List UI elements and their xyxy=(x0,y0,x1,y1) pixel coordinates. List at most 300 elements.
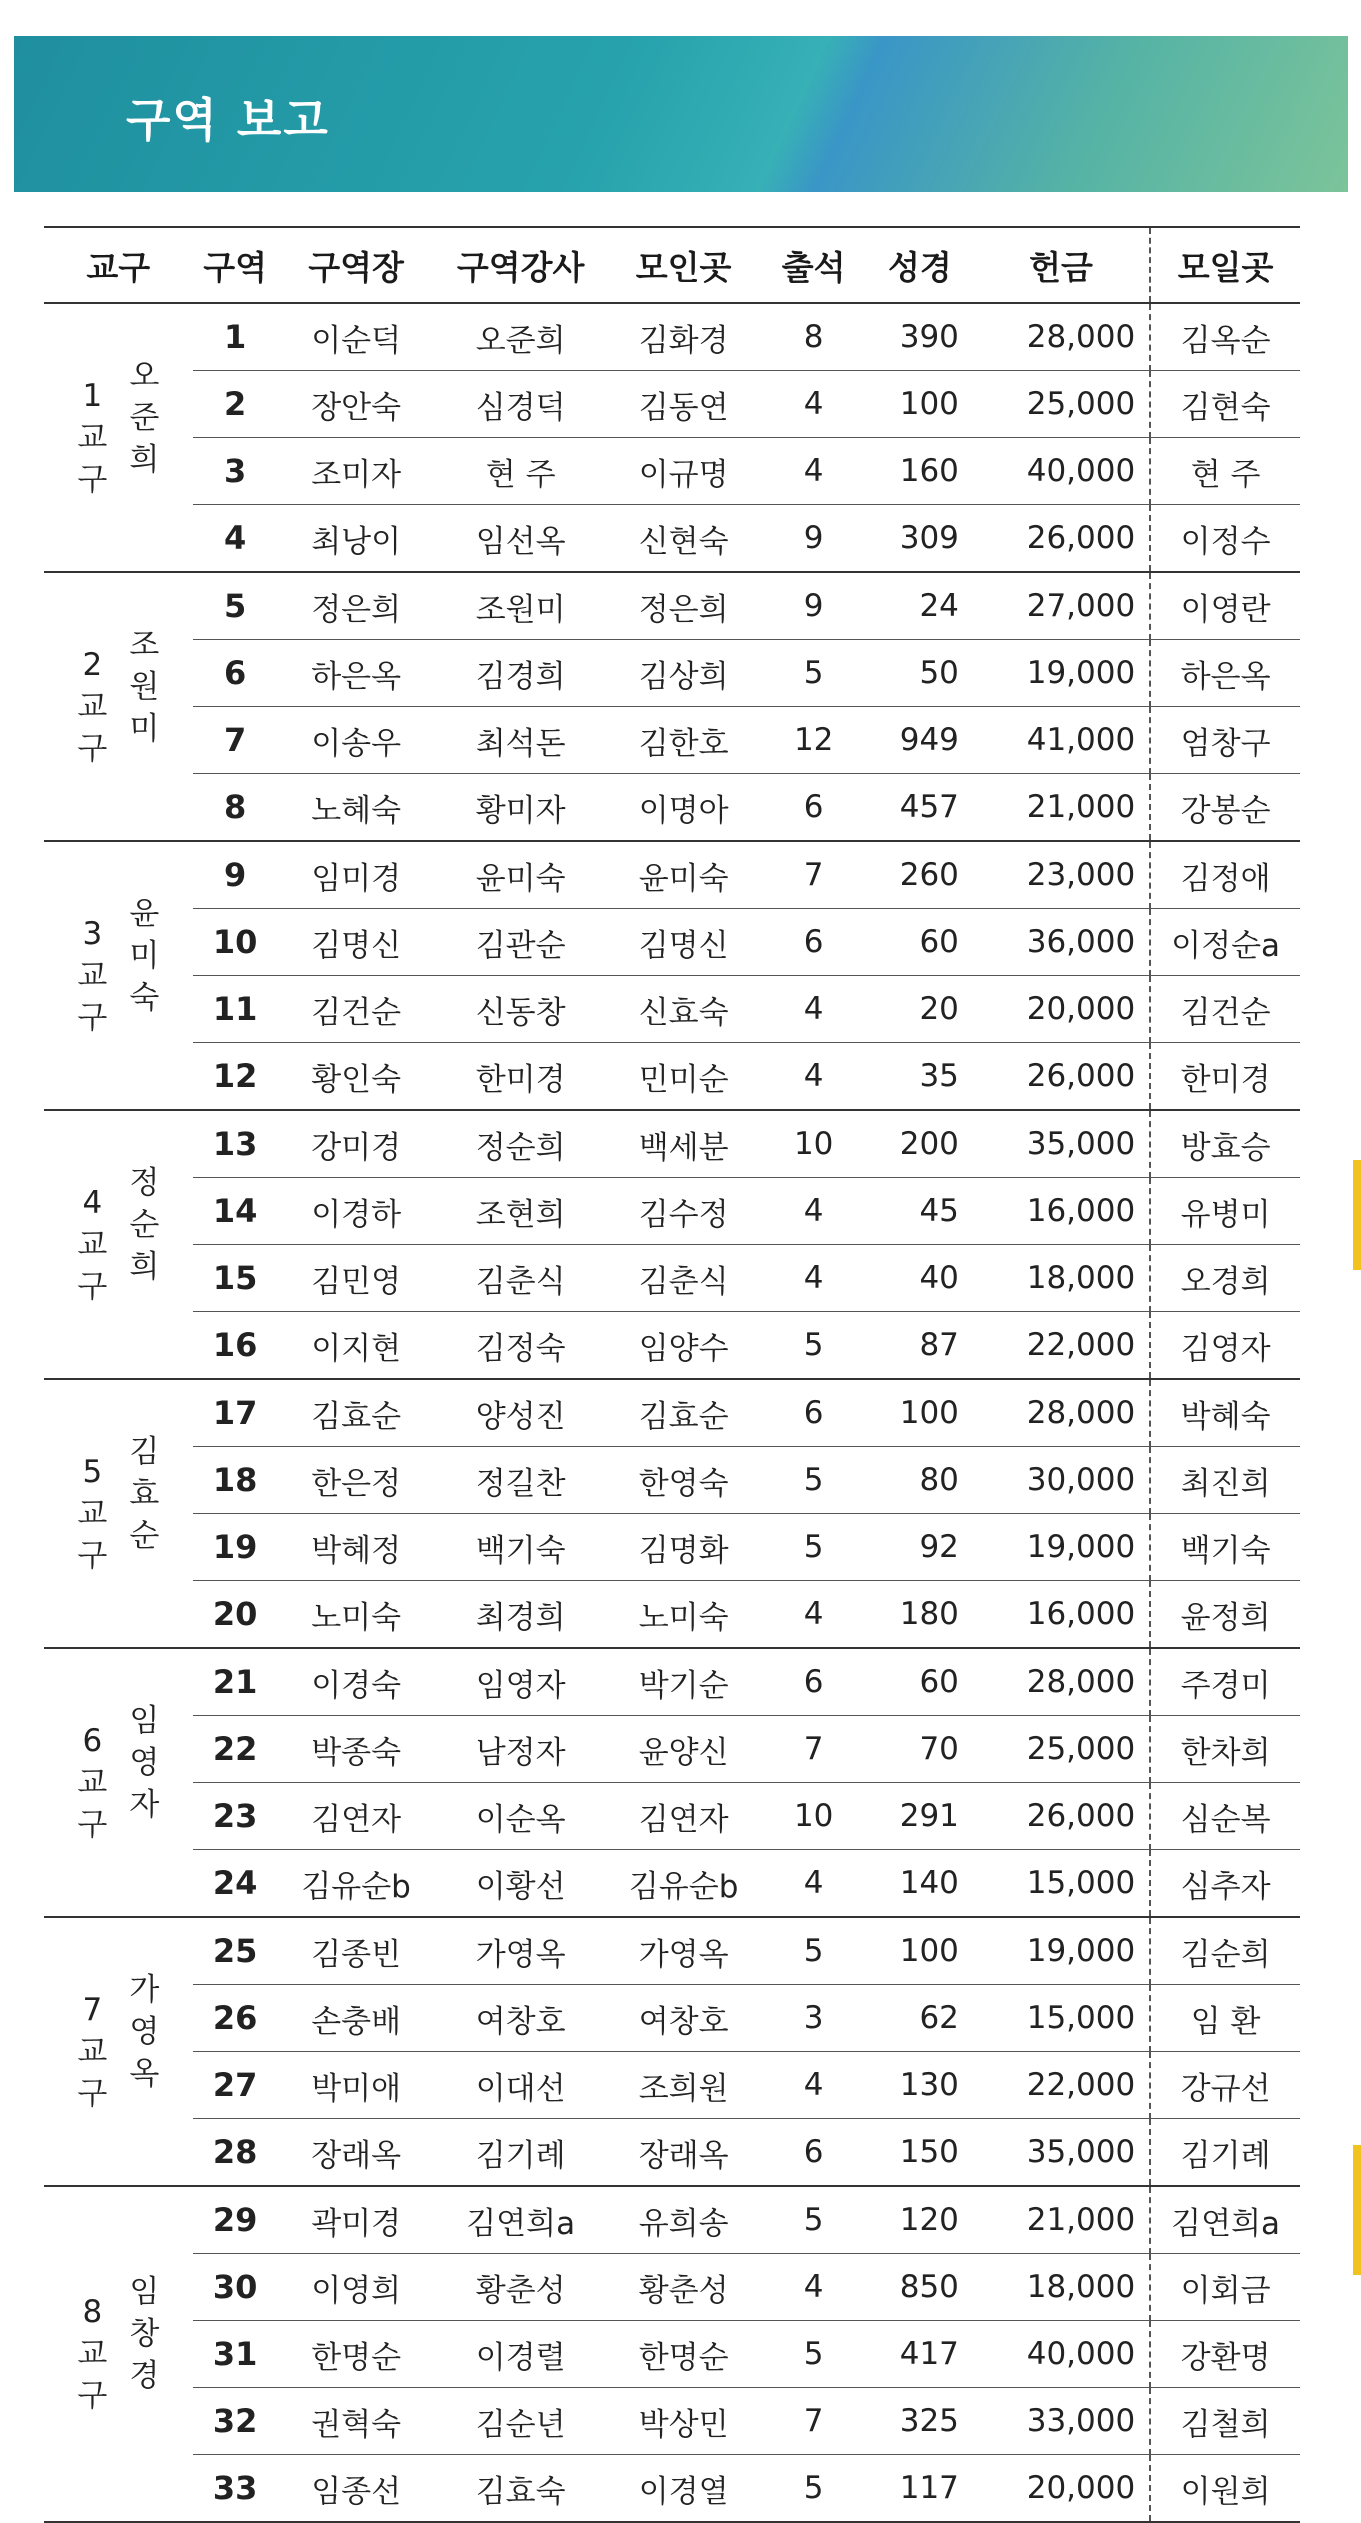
zone-teacher-cell: 오준희 xyxy=(435,303,607,371)
parish-word-char: 구 xyxy=(77,999,108,1036)
zone-number-cell: 20 xyxy=(193,1581,278,1649)
meeting-place-cell: 백세분 xyxy=(607,1110,761,1178)
parish-leader xyxy=(129,893,159,1019)
parish-group-cell xyxy=(44,1917,193,2186)
parish-leader xyxy=(129,1700,159,1826)
bible-count-cell: 92 xyxy=(867,1514,973,1581)
zone-number-cell: 19 xyxy=(193,1514,278,1581)
zone-teacher-cell: 임영자 xyxy=(435,1648,607,1716)
zone-report-table xyxy=(44,226,1300,2523)
parish-name xyxy=(77,1720,107,1846)
next-meeting-place-cell: 김영자 xyxy=(1150,1312,1300,1380)
attendance-cell: 4 xyxy=(761,1043,867,1111)
bible-count-cell: 100 xyxy=(867,371,973,438)
offering-cell: 36,000 xyxy=(973,909,1150,976)
table-row xyxy=(44,572,1300,640)
bible-count-cell: 35 xyxy=(867,1043,973,1111)
meeting-place-cell: 조희원 xyxy=(607,2052,761,2119)
zone-teacher-cell: 김관순 xyxy=(435,909,607,976)
table-header-row xyxy=(44,227,1300,303)
column-header: 헌금 xyxy=(973,227,1150,303)
meeting-place-cell: 정은희 xyxy=(607,572,761,640)
table-row xyxy=(44,1581,1300,1649)
zone-head-cell: 김효순 xyxy=(278,1379,435,1447)
meeting-place-cell: 김명신 xyxy=(607,909,761,976)
parish-group-cell xyxy=(44,2186,193,2522)
zone-head-cell: 김민영 xyxy=(278,1245,435,1312)
table-row xyxy=(44,2455,1300,2523)
parish-label-block xyxy=(44,626,193,770)
bible-count-cell: 120 xyxy=(867,2186,973,2254)
table-row xyxy=(44,1850,1300,1918)
meeting-place-cell: 윤미숙 xyxy=(607,841,761,909)
page-title: 구역 보고 xyxy=(126,93,330,147)
next-meeting-place-cell: 주경미 xyxy=(1150,1648,1300,1716)
parish-word-char: 구 xyxy=(77,461,108,498)
meeting-place-cell: 노미숙 xyxy=(607,1581,761,1649)
meeting-place-cell: 김춘식 xyxy=(607,1245,761,1312)
offering-cell: 33,000 xyxy=(973,2388,1150,2455)
zone-teacher-cell: 심경덕 xyxy=(435,371,607,438)
offering-cell: 16,000 xyxy=(973,1581,1150,1649)
parish-number: 4 xyxy=(82,1184,103,1221)
zone-head-cell: 곽미경 xyxy=(278,2186,435,2254)
next-meeting-place-cell: 윤정희 xyxy=(1150,1581,1300,1649)
zone-number-cell: 7 xyxy=(193,707,278,774)
attendance-cell: 4 xyxy=(761,2254,867,2321)
bible-count-cell: 40 xyxy=(867,1245,973,1312)
table-row xyxy=(44,707,1300,774)
parish-word-char: 교 xyxy=(77,1764,108,1801)
zone-number-cell: 12 xyxy=(193,1043,278,1111)
meeting-place-cell: 한명순 xyxy=(607,2321,761,2388)
attendance-cell: 8 xyxy=(761,303,867,371)
next-meeting-place-cell: 김기례 xyxy=(1150,2119,1300,2187)
parish-word-char: 교 xyxy=(77,688,108,725)
attendance-cell: 4 xyxy=(761,2052,867,2119)
meeting-place-cell: 김화경 xyxy=(607,303,761,371)
zone-number-cell: 30 xyxy=(193,2254,278,2321)
meeting-place-cell: 가영옥 xyxy=(607,1917,761,1985)
parish-leader-char: 영 xyxy=(129,1744,160,1781)
table-row xyxy=(44,1514,1300,1581)
meeting-place-cell: 이명아 xyxy=(607,774,761,842)
parish-leader-char: 가 xyxy=(129,1971,160,2008)
zone-teacher-cell: 여창호 xyxy=(435,1985,607,2052)
zone-teacher-cell: 가영옥 xyxy=(435,1917,607,1985)
offering-cell: 40,000 xyxy=(973,2321,1150,2388)
offering-cell: 27,000 xyxy=(973,572,1150,640)
parish-leader xyxy=(129,355,159,481)
meeting-place-cell: 이경열 xyxy=(607,2455,761,2523)
meeting-place-cell: 김연자 xyxy=(607,1783,761,1850)
bible-count-cell: 160 xyxy=(867,438,973,505)
offering-cell: 26,000 xyxy=(973,505,1150,573)
next-meeting-place-cell: 김연희a xyxy=(1150,2186,1300,2254)
zone-number-cell: 23 xyxy=(193,1783,278,1850)
table-row xyxy=(44,2388,1300,2455)
attendance-cell: 9 xyxy=(761,505,867,573)
column-header: 구역장 xyxy=(278,227,435,303)
next-meeting-place-cell: 강환명 xyxy=(1150,2321,1300,2388)
zone-head-cell: 박종숙 xyxy=(278,1716,435,1783)
zone-number-cell: 32 xyxy=(193,2388,278,2455)
offering-cell: 41,000 xyxy=(973,707,1150,774)
zone-number-cell: 13 xyxy=(193,1110,278,1178)
meeting-place-cell: 김한호 xyxy=(607,707,761,774)
parish-leader-char: 희 xyxy=(129,441,160,478)
table-row xyxy=(44,1716,1300,1783)
next-meeting-place-cell: 임 환 xyxy=(1150,1985,1300,2052)
meeting-place-cell: 김동연 xyxy=(607,371,761,438)
parish-name xyxy=(77,644,107,770)
parish-name xyxy=(77,1182,107,1308)
parish-word-char: 교 xyxy=(77,1495,108,1532)
parish-leader-char: 미 xyxy=(129,937,160,974)
zone-number-cell: 29 xyxy=(193,2186,278,2254)
next-meeting-place-cell: 김정애 xyxy=(1150,841,1300,909)
next-meeting-place-cell: 최진희 xyxy=(1150,1447,1300,1514)
parish-name xyxy=(77,1451,107,1577)
zone-number-cell: 28 xyxy=(193,2119,278,2187)
offering-cell: 18,000 xyxy=(973,2254,1150,2321)
next-meeting-place-cell: 김현숙 xyxy=(1150,371,1300,438)
offering-cell: 19,000 xyxy=(973,1917,1150,1985)
next-meeting-place-cell: 심추자 xyxy=(1150,1850,1300,1918)
table-row xyxy=(44,774,1300,842)
next-meeting-place-cell: 김순희 xyxy=(1150,1917,1300,1985)
offering-cell: 30,000 xyxy=(973,1447,1150,1514)
zone-number-cell: 2 xyxy=(193,371,278,438)
parish-word-char: 교 xyxy=(77,1226,108,1263)
next-meeting-place-cell: 박혜숙 xyxy=(1150,1379,1300,1447)
parish-leader-char: 윤 xyxy=(129,895,160,932)
zone-number-cell: 1 xyxy=(193,303,278,371)
offering-cell: 16,000 xyxy=(973,1178,1150,1245)
meeting-place-cell: 한영숙 xyxy=(607,1447,761,1514)
zone-head-cell: 김연자 xyxy=(278,1783,435,1850)
offering-cell: 25,000 xyxy=(973,371,1150,438)
meeting-place-cell: 황춘성 xyxy=(607,2254,761,2321)
zone-teacher-cell: 이경렬 xyxy=(435,2321,607,2388)
next-meeting-place-cell: 방효승 xyxy=(1150,1110,1300,1178)
attendance-cell: 6 xyxy=(761,774,867,842)
zone-head-cell: 김종빈 xyxy=(278,1917,435,1985)
parish-label-block xyxy=(44,357,193,501)
table-body xyxy=(44,303,1300,2522)
offering-cell: 15,000 xyxy=(973,1985,1150,2052)
zone-teacher-cell: 이순옥 xyxy=(435,1783,607,1850)
offering-cell: 20,000 xyxy=(973,2455,1150,2523)
zone-number-cell: 11 xyxy=(193,976,278,1043)
parish-group-cell xyxy=(44,1110,193,1379)
parish-leader-char: 순 xyxy=(129,1517,160,1554)
bible-count-cell: 45 xyxy=(867,1178,973,1245)
zone-head-cell: 노혜숙 xyxy=(278,774,435,842)
zone-number-cell: 6 xyxy=(193,640,278,707)
zone-number-cell: 26 xyxy=(193,1985,278,2052)
table-row xyxy=(44,1043,1300,1111)
offering-cell: 20,000 xyxy=(973,976,1150,1043)
parish-leader xyxy=(129,624,159,750)
bible-count-cell: 60 xyxy=(867,1648,973,1716)
attendance-cell: 6 xyxy=(761,1379,867,1447)
bible-count-cell: 87 xyxy=(867,1312,973,1380)
parish-leader-char: 김 xyxy=(129,1433,160,1470)
next-meeting-place-cell: 이원희 xyxy=(1150,2455,1300,2523)
column-header: 성경 xyxy=(867,227,973,303)
zone-teacher-cell: 남정자 xyxy=(435,1716,607,1783)
attendance-cell: 4 xyxy=(761,438,867,505)
parish-leader-char: 효 xyxy=(129,1475,160,1512)
parish-label-block xyxy=(44,1164,193,1308)
zone-head-cell: 이경숙 xyxy=(278,1648,435,1716)
next-meeting-place-cell: 이정수 xyxy=(1150,505,1300,573)
offering-cell: 19,000 xyxy=(973,1514,1150,1581)
zone-teacher-cell: 현 주 xyxy=(435,438,607,505)
parish-group-cell xyxy=(44,572,193,841)
parish-leader-char: 준 xyxy=(129,399,160,436)
bible-count-cell: 260 xyxy=(867,841,973,909)
table-row xyxy=(44,909,1300,976)
parish-leader xyxy=(129,1431,159,1557)
table-row xyxy=(44,1447,1300,1514)
table-row xyxy=(44,438,1300,505)
parish-leader-char: 임 xyxy=(129,1702,160,1739)
table-row xyxy=(44,1245,1300,1312)
zone-number-cell: 16 xyxy=(193,1312,278,1380)
offering-cell: 35,000 xyxy=(973,1110,1150,1178)
parish-number: 8 xyxy=(82,2294,103,2330)
attendance-cell: 5 xyxy=(761,1447,867,1514)
zone-teacher-cell: 조현희 xyxy=(435,1178,607,1245)
offering-cell: 21,000 xyxy=(973,2186,1150,2254)
parish-leader-char: 숙 xyxy=(129,979,160,1016)
parish-label-block xyxy=(44,895,193,1039)
meeting-place-cell: 김효순 xyxy=(607,1379,761,1447)
parish-leader-char: 순 xyxy=(129,1206,160,1243)
next-meeting-place-cell: 한차희 xyxy=(1150,1716,1300,1783)
zone-teacher-cell: 정길찬 xyxy=(435,1447,607,1514)
attendance-cell: 6 xyxy=(761,1648,867,1716)
table-row xyxy=(44,1985,1300,2052)
table-row xyxy=(44,2254,1300,2321)
attendance-cell: 5 xyxy=(761,1312,867,1380)
parish-name xyxy=(77,1989,107,2115)
table-row xyxy=(44,1648,1300,1716)
offering-cell: 23,000 xyxy=(973,841,1150,909)
zone-number-cell: 33 xyxy=(193,2455,278,2523)
offering-cell: 22,000 xyxy=(973,2052,1150,2119)
zone-teacher-cell: 신동창 xyxy=(435,976,607,1043)
zone-teacher-cell: 최경희 xyxy=(435,1581,607,1649)
meeting-place-cell: 민미순 xyxy=(607,1043,761,1111)
parish-leader-char: 정 xyxy=(129,1164,160,1201)
offering-cell: 26,000 xyxy=(973,1043,1150,1111)
zone-teacher-cell: 김연희a xyxy=(435,2186,607,2254)
attendance-cell: 5 xyxy=(761,1917,867,1985)
zone-number-cell: 31 xyxy=(193,2321,278,2388)
zone-number-cell: 21 xyxy=(193,1648,278,1716)
attendance-cell: 4 xyxy=(761,976,867,1043)
parish-leader-char: 경 xyxy=(129,2358,160,2394)
bible-count-cell: 80 xyxy=(867,1447,973,1514)
bible-count-cell: 60 xyxy=(867,909,973,976)
offering-cell: 28,000 xyxy=(973,1648,1150,1716)
parish-word-char: 교 xyxy=(77,957,108,994)
parish-label-block xyxy=(44,1702,193,1846)
next-meeting-place-cell: 하은옥 xyxy=(1150,640,1300,707)
zone-head-cell: 하은옥 xyxy=(278,640,435,707)
table-row xyxy=(44,841,1300,909)
table-row xyxy=(44,2052,1300,2119)
attendance-cell: 3 xyxy=(761,1985,867,2052)
meeting-place-cell: 박상민 xyxy=(607,2388,761,2455)
zone-number-cell: 17 xyxy=(193,1379,278,1447)
zone-teacher-cell: 최석돈 xyxy=(435,707,607,774)
bible-count-cell: 850 xyxy=(867,2254,973,2321)
zone-number-cell: 3 xyxy=(193,438,278,505)
parish-word-char: 교 xyxy=(77,2336,108,2372)
zone-teacher-cell: 백기숙 xyxy=(435,1514,607,1581)
parish-leader-char: 영 xyxy=(129,2013,160,2050)
next-meeting-place-cell: 김옥순 xyxy=(1150,303,1300,371)
parish-group-cell xyxy=(44,841,193,1110)
next-meeting-place-cell: 엄창구 xyxy=(1150,707,1300,774)
zone-teacher-cell: 임선옥 xyxy=(435,505,607,573)
zone-head-cell: 임미경 xyxy=(278,841,435,909)
bible-count-cell: 62 xyxy=(867,1985,973,2052)
bible-count-cell: 100 xyxy=(867,1379,973,1447)
bible-count-cell: 457 xyxy=(867,774,973,842)
zone-head-cell: 한은정 xyxy=(278,1447,435,1514)
table-row xyxy=(44,303,1300,371)
meeting-place-cell: 여창호 xyxy=(607,1985,761,2052)
parish-word-char: 구 xyxy=(77,2378,108,2414)
zone-number-cell: 24 xyxy=(193,1850,278,1918)
zone-teacher-cell: 김춘식 xyxy=(435,1245,607,1312)
bible-count-cell: 150 xyxy=(867,2119,973,2187)
parish-number: 5 xyxy=(82,1453,103,1490)
parish-leader xyxy=(129,2271,159,2397)
zone-number-cell: 8 xyxy=(193,774,278,842)
zone-number-cell: 27 xyxy=(193,2052,278,2119)
offering-cell: 28,000 xyxy=(973,303,1150,371)
parish-word-char: 구 xyxy=(77,730,108,767)
table-row xyxy=(44,976,1300,1043)
section-banner xyxy=(14,36,1348,192)
zone-number-cell: 15 xyxy=(193,1245,278,1312)
bible-count-cell: 20 xyxy=(867,976,973,1043)
parish-word-char: 교 xyxy=(77,419,108,456)
parish-group-cell xyxy=(44,1379,193,1648)
table-row xyxy=(44,1917,1300,1985)
offering-cell: 18,000 xyxy=(973,1245,1150,1312)
next-meeting-place-cell: 심순복 xyxy=(1150,1783,1300,1850)
offering-cell: 15,000 xyxy=(973,1850,1150,1918)
attendance-cell: 5 xyxy=(761,2321,867,2388)
parish-leader-char: 오 xyxy=(129,357,160,394)
next-meeting-place-cell: 김건순 xyxy=(1150,976,1300,1043)
table-row xyxy=(44,2321,1300,2388)
zone-head-cell: 정은희 xyxy=(278,572,435,640)
zone-head-cell: 이지현 xyxy=(278,1312,435,1380)
parish-name xyxy=(77,375,107,501)
zone-head-cell: 박혜정 xyxy=(278,1514,435,1581)
table-row xyxy=(44,2119,1300,2187)
zone-number-cell: 9 xyxy=(193,841,278,909)
zone-head-cell: 박미애 xyxy=(278,2052,435,2119)
next-meeting-place-cell: 한미경 xyxy=(1150,1043,1300,1111)
meeting-place-cell: 임양수 xyxy=(607,1312,761,1380)
attendance-cell: 4 xyxy=(761,1850,867,1918)
parish-leader-char: 희 xyxy=(129,1248,160,1285)
bible-count-cell: 130 xyxy=(867,2052,973,2119)
attendance-cell: 6 xyxy=(761,909,867,976)
next-meeting-place-cell: 현 주 xyxy=(1150,438,1300,505)
zone-head-cell: 김명신 xyxy=(278,909,435,976)
zone-head-cell: 권혁숙 xyxy=(278,2388,435,2455)
parish-word-char: 구 xyxy=(77,1268,108,1305)
zone-number-cell: 4 xyxy=(193,505,278,573)
zone-number-cell: 25 xyxy=(193,1917,278,1985)
zone-teacher-cell: 김정숙 xyxy=(435,1312,607,1380)
zone-teacher-cell: 김경희 xyxy=(435,640,607,707)
next-meeting-place-cell: 강규선 xyxy=(1150,2052,1300,2119)
meeting-place-cell: 김유순b xyxy=(607,1850,761,1918)
next-meeting-place-cell: 유병미 xyxy=(1150,1178,1300,1245)
zone-head-cell: 이순덕 xyxy=(278,303,435,371)
table-row xyxy=(44,371,1300,438)
column-header: 모일곳 xyxy=(1150,227,1300,303)
offering-cell: 28,000 xyxy=(973,1379,1150,1447)
zone-head-cell: 손충배 xyxy=(278,1985,435,2052)
parish-leader-char: 자 xyxy=(129,1786,160,1823)
zone-head-cell: 이영희 xyxy=(278,2254,435,2321)
offering-cell: 19,000 xyxy=(973,640,1150,707)
table-row xyxy=(44,1312,1300,1380)
attendance-cell: 9 xyxy=(761,572,867,640)
zone-teacher-cell: 김순년 xyxy=(435,2388,607,2455)
next-meeting-place-cell: 이영란 xyxy=(1150,572,1300,640)
offering-cell: 26,000 xyxy=(973,1783,1150,1850)
meeting-place-cell: 윤양신 xyxy=(607,1716,761,1783)
attendance-cell: 4 xyxy=(761,1581,867,1649)
offering-cell: 40,000 xyxy=(973,438,1150,505)
parish-number: 6 xyxy=(82,1722,103,1759)
bible-count-cell: 949 xyxy=(867,707,973,774)
parish-number: 3 xyxy=(82,915,103,952)
parish-number: 1 xyxy=(82,377,103,414)
parish-word-char: 교 xyxy=(77,2033,108,2070)
attendance-cell: 10 xyxy=(761,1110,867,1178)
zone-teacher-cell: 황미자 xyxy=(435,774,607,842)
bible-count-cell: 180 xyxy=(867,1581,973,1649)
attendance-cell: 7 xyxy=(761,2388,867,2455)
meeting-place-cell: 장래옥 xyxy=(607,2119,761,2187)
parish-leader-char: 조 xyxy=(129,626,160,663)
parish-label-block xyxy=(44,1971,193,2115)
meeting-place-cell: 신현숙 xyxy=(607,505,761,573)
column-header: 구역 xyxy=(193,227,278,303)
zone-head-cell: 이경하 xyxy=(278,1178,435,1245)
parish-word-char: 구 xyxy=(77,1537,108,1574)
bible-count-cell: 117 xyxy=(867,2455,973,2523)
parish-group-cell xyxy=(44,303,193,572)
next-meeting-place-cell: 이정순a xyxy=(1150,909,1300,976)
meeting-place-cell: 이규명 xyxy=(607,438,761,505)
parish-name xyxy=(77,913,107,1039)
